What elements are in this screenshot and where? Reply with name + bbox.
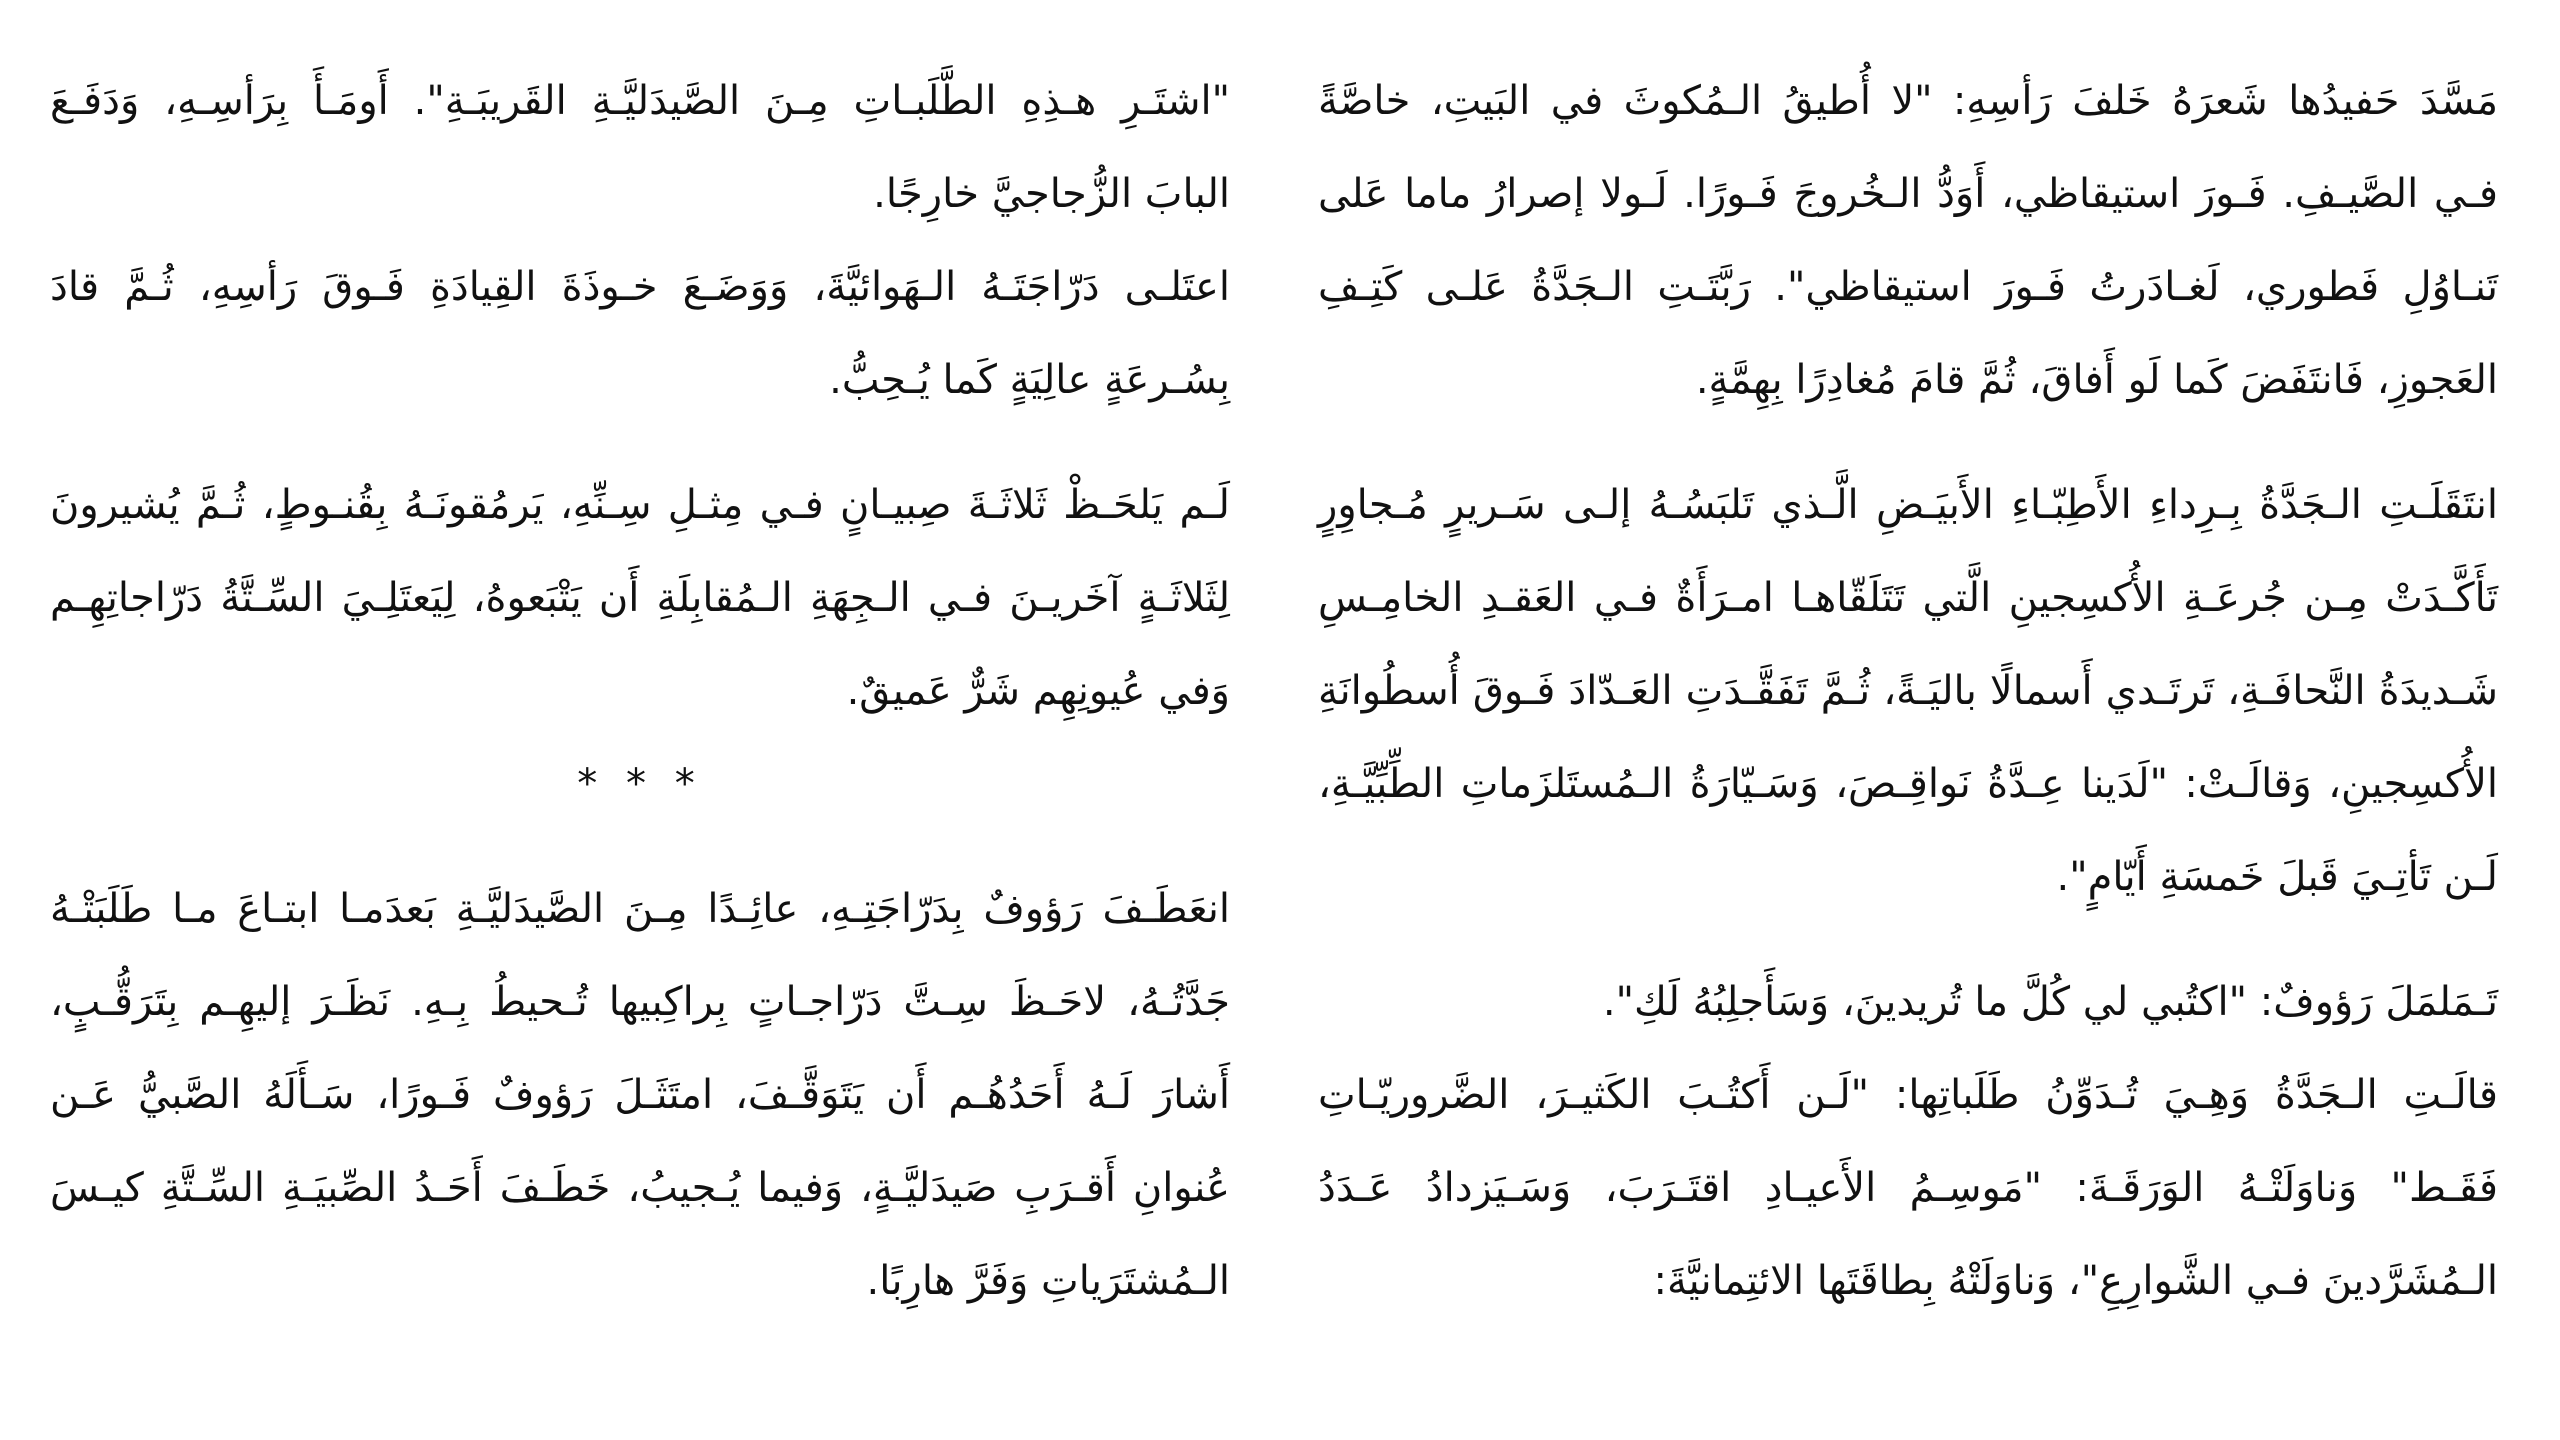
- paragraph-raouf-fidget: تَـمَلمَلَ رَؤوفٌ: "اكتُبي لي كُلَّ ما تُريدينَ، وَسَأَجلِبُهُ لَكِ".: [1602, 979, 2498, 1025]
- paragraph-grandson-hair: مَسَّدَ حَفيدُها شَعرَهُ خَلفَ رَأسِهِ: "لا أُطيقُ الـمُكوثَ في البَيتِ، خاصَّةً فـي الصَّيـفِ. فَـورَ استيقاظي، أَوَدُّ الـخُروجَ فَـورًا. لَـولا إصرارُ ماما عَلى تَنـاوُلِ فَطوري، لَغـادَرتُ فَـورَ استيقاظي". رَبَّتَـتِ الـجَدَّةُ عَلـى كَتِـفِ العَجوزِ، فَانتَفَضَ كَما لَو أَفاقَ، ثُمَّ قامَ مُغادِرًا بِهِمَّةٍ.: [1318, 78, 2498, 403]
- paragraph-pharmacy-order: "اشتَـرِ هـذِهِ الطَّلَبـاتِ مِـنَ الصَّيدَليَّـةِ القَريبَـةِ". أَومَـأَ بِرَأسِـهِ، وَدَفَـعَ البابَ الزُّجاجيَّ خارِجًا.: [50, 78, 1230, 217]
- paragraph-three-boys: لَـم يَلحَـظْ ثَلاثَـةَ صِبيـانٍ فـي مِثـلِ سِـنِّهِ، يَرمُقونَـهُ بِقُنـوطٍ، ثُـمَّ يُشيرونَ لِثَلاثَـةٍ آخَريـنَ فـي الـجِهَةِ الـمُقابِلَةِ أَن يَتْبَعوهُ، لِيَعتَلِـيَ السِّـتَّةُ دَرّاجاتِهِـم وَفي عُيونِهِم شَرٌّ عَميقٌ.: [50, 482, 1230, 714]
- paragraph-bicycle-ride: اعتَلـى دَرّاجَتَـهُ الـهَوائيَّةَ، وَوَضَـعَ خـوذَةَ القِيادَةِ فَـوقَ رَأسِهِ، ثُـمَّ قادَ بِسُـرعَةٍ عالِيَةٍ كَما يُـحِبُّ.: [50, 264, 1230, 403]
- left-column: [50, 55, 1230, 1328]
- right-column: [1318, 55, 2498, 1328]
- section-separator: * * *: [577, 761, 703, 807]
- paragraph-grandmother-list: قالَـتِ الـجَدَّةُ وَهِـيَ تُـدَوِّنُ طَلَباتِها: "لَـن أَكتُـبَ الكَثيـرَ، الضَّروريّـاتِ فَقَـط" وَناوَلَتْـهُ الوَرَقَـةَ: "مَوسِـمُ الأَعيـادِ اقتَـرَبَ، وَسَـيَزدادُ عَـدَدُ الـمُشَرَّدينَ فـي الشَّوارِعِ"، وَناوَلَتْهُ بِطاقَتَها الائتِمانيَّةَ:: [1318, 1072, 2498, 1304]
- paragraph-bag-snatched: انعَطَـفَ رَؤوفٌ بِدَرّاجَتِـهِ، عائِـدًا مِـنَ الصَّيدَليَّـةِ بَعدَمـا ابتـاعَ مـا طَلَبَتْـهُ جَدَّتُـهُ، لاحَـظَ سِـتَّ دَرّاجـاتٍ بِراكِبيها تُـحيطُ بِـهِ. نَظَـرَ إليهِـم بِتَرَقُّـبٍ، أَشارَ لَـهُ أَحَدُهُـم أَن يَتَوَقَّـفَ، امتَثَـلَ رَؤوفٌ فَـورًا، سَـأَلَهُ الصَّبيُّ عَـن عُنوانِ أَقـرَبِ صَيدَليَّـةٍ، وَفيما يُـجيبُ، خَطَـفَ أَحَـدُ الصِّبيَـةِ السِّـتَّةِ كيـسَ الـمُشتَرَياتِ وَفَرَّ هارِبًا.: [50, 886, 1230, 1304]
- paragraph-grandmother-oxygen: انتَقَلَـتِ الـجَدَّةُ بِـرِداءِ الأَطِبّـاءِ الأَبيَـضِ الَّـذي تَلبَسُـهُ إلـى سَـريرٍ مُـجاوِرٍ تَأَكَّـدَتْ مِـن جُرعَـةِ الأُكسِجينِ الَّتي تَتَلَقّاهـا امـرَأَةٌ فـي العَقـدِ الخامِـسِ شَـديدَةُ النَّحافَـةِ، تَرتَـدي أَسمالًا باليَـةً، ثُـمَّ تَفَقَّـدَتِ العَـدّادَ فَـوقَ أُسطُوانَةِ الأُكسِجينِ، وَقالَـتْ: "لَدَينا عِـدَّةُ نَواقِـصَ، وَسَـيّارَةُ الـمُستَلزَماتِ الطِّبِّيَّـةِ، لَـن تَأتِـيَ قَبلَ خَمسَةِ أَيّامٍ".: [1318, 482, 2498, 900]
